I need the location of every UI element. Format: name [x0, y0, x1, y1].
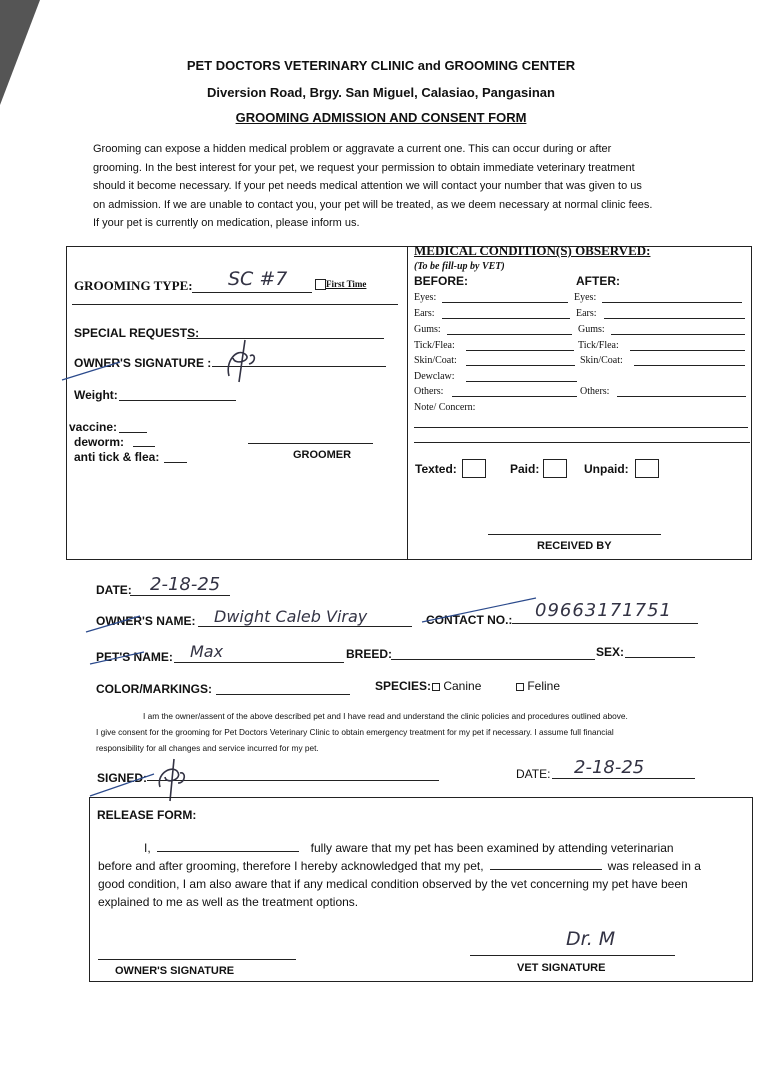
date-label: DATE: — [96, 583, 132, 597]
release-vet-sig-label: VET SIGNATURE — [517, 962, 606, 974]
special-requests-label: SPECIAL REQUESTS: — [74, 326, 200, 340]
vet-handwritten-sign: Dr. M — [566, 928, 616, 950]
before-others-line[interactable] — [452, 396, 577, 397]
antitick-label: anti tick & flea: — [74, 450, 160, 464]
checkbox-square[interactable] — [315, 279, 326, 290]
note-line-1[interactable] — [414, 427, 748, 428]
consent-line: I am the owner/assent of the above described pet and I have read and understand the clinic policies and procedures outlined above. — [143, 711, 628, 721]
date-line[interactable] — [130, 595, 230, 596]
grooming-extra-line — [72, 304, 398, 305]
before-eyes-line[interactable] — [442, 302, 568, 303]
owner-name-line[interactable] — [198, 626, 412, 627]
release-form-title: RELEASE FORM: — [97, 808, 197, 822]
antitick-line[interactable] — [164, 462, 187, 463]
release-line-2 — [98, 857, 750, 875]
before-gums-line[interactable] — [447, 334, 572, 335]
after-eyes-label: Eyes: — [574, 292, 597, 303]
consent-line: responsibility for all changes and service incurred for my pet. — [96, 743, 319, 753]
release-name-line[interactable] — [157, 851, 299, 852]
intro-paragraph — [93, 140, 703, 233]
owner-name-value[interactable]: Dwight Caleb Viray — [214, 607, 368, 626]
grooming-type-value[interactable]: SC #7 — [228, 268, 288, 290]
pen-check-mark — [88, 772, 158, 798]
note-concern-label: Note/ Concern: — [414, 402, 476, 413]
texted-label: Texted: — [415, 462, 457, 476]
intro-line: If your pet is currently on medication, please inform us. — [93, 217, 360, 229]
after-heading: AFTER: — [576, 274, 620, 288]
vaccine-label: vaccine: — [69, 420, 118, 434]
received-by-line[interactable] — [488, 534, 661, 535]
release-pet-line[interactable] — [490, 869, 602, 870]
deworm-line[interactable] — [133, 446, 155, 447]
before-skin-line[interactable] — [466, 365, 575, 366]
after-ears-label: Ears: — [576, 308, 597, 319]
canine-label: Canine — [443, 679, 482, 693]
before-ears-label: Ears: — [414, 308, 435, 319]
texted-checkbox[interactable] — [462, 459, 486, 478]
clinic-address: Diversion Road, Brgy. San Miguel, Calasiao, Pangasinan — [207, 85, 555, 100]
release-vet-sig-line[interactable] — [470, 955, 675, 956]
release-text-1: fully aware that my pet has been examined by attending veterinarian — [310, 841, 674, 855]
canine-checkbox[interactable] — [432, 683, 440, 691]
unpaid-label: Unpaid: — [584, 462, 629, 476]
release-paragraph — [98, 839, 750, 911]
note-line-2[interactable] — [414, 442, 750, 443]
canine-option[interactable] — [432, 679, 481, 693]
before-others-label: Others: — [414, 386, 444, 397]
before-dewclaw-label: Dewclaw: — [414, 371, 455, 382]
vaccine-line[interactable] — [119, 432, 147, 433]
after-skin-line[interactable] — [634, 365, 745, 366]
paid-label: Paid: — [510, 462, 540, 476]
owner-name-label: OWNER'S NAME: — [96, 614, 196, 628]
before-ears-line[interactable] — [442, 318, 570, 319]
pet-name-line[interactable] — [174, 662, 344, 663]
after-tick-line[interactable] — [630, 350, 745, 351]
release-owner-sig-line[interactable] — [98, 959, 296, 960]
after-others-label: Others: — [580, 386, 610, 397]
column-divider — [407, 246, 408, 559]
breed-label: BREED: — [346, 647, 393, 661]
release-owner-sig-label: OWNER'S SIGNATURE — [115, 965, 235, 977]
paid-checkbox[interactable] — [543, 459, 567, 478]
consent-line: I give consent for the grooming for Pet Doctors Veterinary Clinic to obtain emergency treatment for my pet if necessary. I assume full financial — [96, 727, 614, 737]
clinic-name: PET DOCTORS VETERINARY CLINIC and GROOMING CENTER — [186, 58, 576, 73]
before-heading: BEFORE: — [414, 274, 468, 288]
pet-name-label: PET'S NAME: — [96, 650, 173, 664]
deworm-label: deworm: — [74, 435, 125, 449]
first-time-checkbox[interactable] — [315, 279, 366, 290]
release-line-4: explained to me as well as the treatment options. — [98, 895, 359, 909]
contact-value[interactable]: 09663171751 — [535, 600, 672, 621]
grooming-type-line — [192, 292, 312, 293]
form-title: GROOMING ADMISSION AND CONSENT FORM — [235, 110, 527, 125]
weight-label: Weight: — [74, 388, 118, 402]
release-line-3: good condition, I am also aware that if any medical condition observed by the vet concerning my pet have been — [98, 877, 688, 891]
sex-label: SEX: — [596, 645, 625, 659]
unpaid-checkbox[interactable] — [635, 459, 659, 478]
intro-line: on admission. If we are unable to contact you, your pet will be treated, as we deem necessary at normal clinic fees. — [93, 198, 653, 211]
before-tick-line[interactable] — [466, 350, 574, 351]
received-by-label: RECEIVED BY — [537, 540, 612, 552]
grooming-type-label: GROOMING TYPE: — [74, 278, 193, 293]
signed-date-value[interactable]: 2-18-25 — [574, 757, 645, 778]
owner-signature-label: OWNER'S SIGNATURE : — [74, 356, 212, 370]
signed-date-label: DATE: — [516, 767, 551, 781]
breed-line[interactable] — [391, 659, 595, 660]
feline-label: Feline — [527, 679, 561, 693]
groomer-line[interactable] — [248, 443, 373, 444]
contact-label: CONTACT NO.: — [426, 613, 513, 627]
release-text-2b: was released in a — [607, 859, 701, 873]
feline-checkbox[interactable] — [516, 683, 524, 691]
owner-signature-scribble — [215, 336, 265, 386]
medical-subtitle: (To be fill-up by VET) — [414, 261, 505, 272]
pen-check-mark — [420, 596, 540, 626]
first-time-label: First Time — [326, 279, 367, 289]
after-tick-label: Tick/Flea: — [578, 340, 619, 351]
before-eyes-label: Eyes: — [414, 292, 437, 303]
intro-line: Grooming can expose a hidden medical problem or aggravate a current one. This can occur during or after — [93, 143, 612, 155]
before-tick-label: Tick/Flea: — [414, 340, 455, 351]
pen-check-mark — [88, 650, 148, 666]
intro-line: grooming. In the best interest for your pet, we request your permission to obtain immediate veterinary treatment — [93, 161, 635, 174]
release-line-1 — [98, 839, 750, 857]
feline-option[interactable] — [516, 679, 560, 693]
signed-date-line[interactable] — [552, 778, 695, 779]
before-dewclaw-line[interactable] — [466, 381, 577, 382]
release-text-2a: before and after grooming, therefore I hereby acknowledged that my pet, — [98, 859, 484, 873]
pet-name-value[interactable]: Max — [190, 642, 224, 661]
signed-label: SIGNED: — [97, 771, 148, 785]
color-markings-label: COLOR/MARKINGS: — [96, 682, 212, 696]
after-others-line[interactable] — [617, 396, 746, 397]
medical-title: MEDICAL CONDITION(S) OBSERVED: — [414, 243, 651, 258]
weight-line[interactable] — [119, 400, 236, 401]
groomer-label: GROOMER — [293, 449, 352, 461]
consent-statement — [96, 708, 708, 756]
after-gums-line[interactable] — [611, 334, 745, 335]
intro-line: should it become necessary. If your pet needs medical attention we will contact your number that was given to us — [93, 180, 642, 192]
after-gums-label: Gums: — [578, 324, 605, 335]
before-skin-label: Skin/Coat: — [414, 355, 457, 366]
pen-check-mark — [84, 612, 144, 634]
pen-check-mark — [60, 360, 130, 382]
after-eyes-line[interactable] — [602, 302, 742, 303]
sex-line[interactable] — [625, 657, 695, 658]
after-skin-label: Skin/Coat: — [580, 355, 623, 366]
date-value[interactable]: 2-18-25 — [150, 574, 221, 595]
before-gums-label: Gums: — [414, 324, 441, 335]
color-markings-line[interactable] — [216, 694, 350, 695]
after-ears-line[interactable] — [604, 318, 745, 319]
species-label: SPECIES: — [375, 679, 432, 693]
release-i: I, — [144, 841, 151, 855]
